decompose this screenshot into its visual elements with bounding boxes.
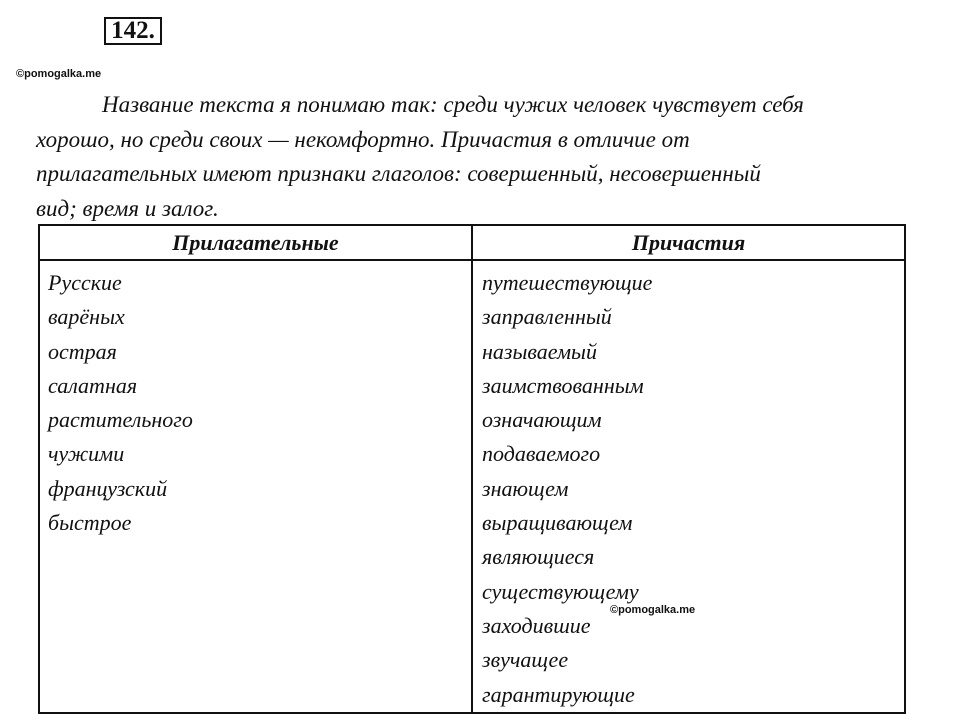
header-participles: Причастия xyxy=(472,225,905,260)
participle-item: заимствованным xyxy=(482,372,644,398)
watermark-table: ©pomogalka.me xyxy=(610,604,696,616)
adjective-item: острая xyxy=(48,338,117,364)
paragraph-line: хорошо, но среди своих — некомфортно. Причастия в отличие от xyxy=(36,126,690,152)
participle-item: называемый xyxy=(482,338,597,364)
adjective-item: чужими xyxy=(48,441,125,467)
participle-item: существующему xyxy=(482,578,639,604)
adjective-item: растительного xyxy=(48,407,193,433)
header-adjectives: Прилагательные xyxy=(39,225,472,260)
adjective-item: салатная xyxy=(48,372,138,398)
participles-list xyxy=(473,261,904,712)
paragraph-line: Название текста я понимаю так: среди чужих человек чувствует себя xyxy=(102,92,804,117)
participle-item: звучащее xyxy=(482,647,569,673)
participle-item: путешествующие xyxy=(482,270,653,295)
watermark-top: ©pomogalka.me xyxy=(16,68,102,80)
adjective-item: быстрое xyxy=(48,510,132,536)
paragraph-line: вид; время и залог. xyxy=(36,195,219,221)
participle-item: означающим xyxy=(482,407,602,433)
participle-item: заправленный xyxy=(482,304,612,330)
answer-paragraph xyxy=(36,88,906,226)
adjectives-list xyxy=(40,261,471,540)
participle-item: являющиеся xyxy=(482,544,595,570)
table-row xyxy=(39,260,905,713)
participle-item: заходившие xyxy=(482,612,591,638)
table-header-row xyxy=(39,225,905,260)
exercise-number: 142. xyxy=(104,17,162,45)
participle-item: выращивающем xyxy=(482,510,633,536)
words-table xyxy=(38,224,906,714)
adjectives-cell xyxy=(39,260,472,713)
adjective-item: французский xyxy=(48,475,168,501)
adjective-item: Русские xyxy=(48,270,122,295)
participles-cell xyxy=(472,260,905,713)
paragraph-line: прилагательных имеют признаки глаголов: совершенный, несовершенный xyxy=(36,161,761,186)
participle-item: знающем xyxy=(482,475,569,501)
participle-item: подаваемого xyxy=(482,441,601,467)
adjective-item: варёных xyxy=(48,304,125,330)
participle-item: гарантирующие xyxy=(482,681,635,707)
